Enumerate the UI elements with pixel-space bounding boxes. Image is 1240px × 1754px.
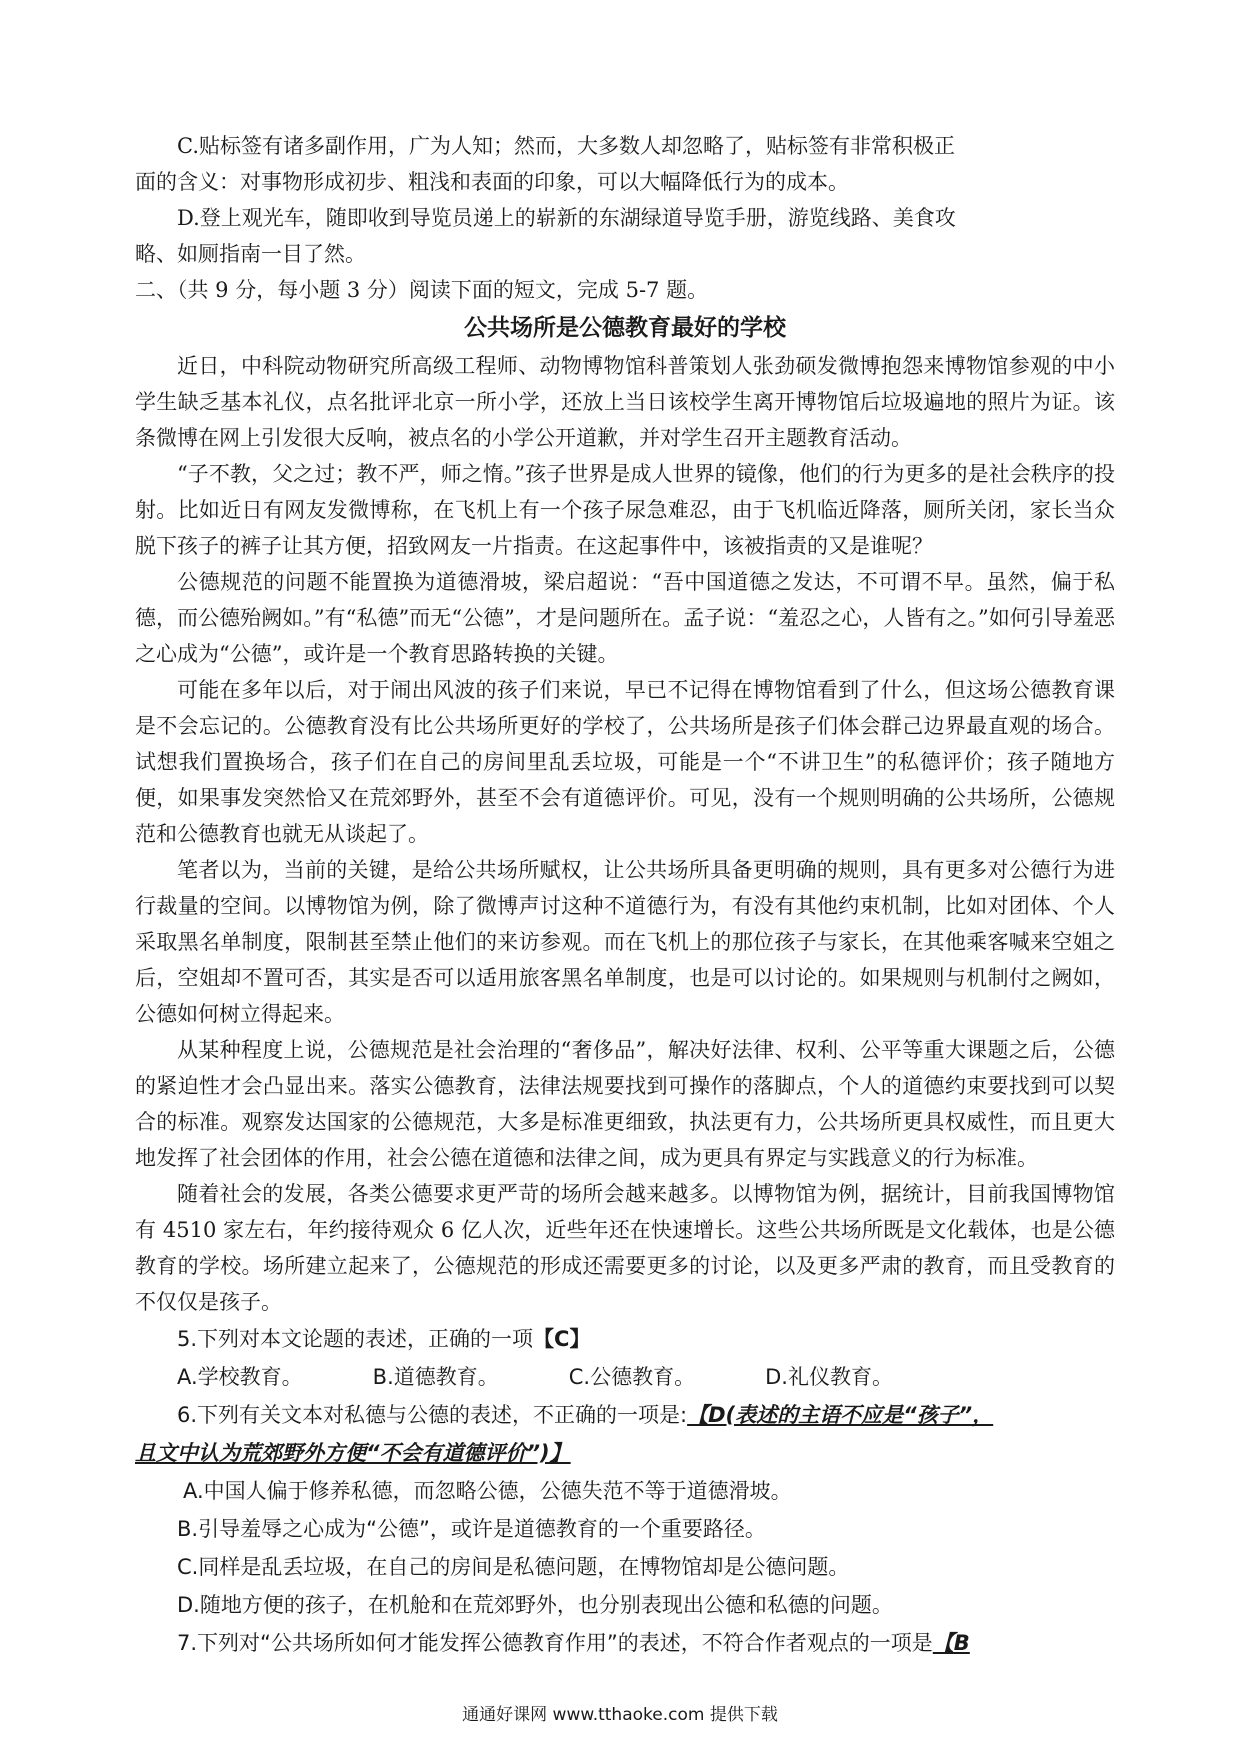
question-6-option-c: C.同样是乱丢垃圾，在自己的房间是私德问题，在博物馆却是公德问题。 xyxy=(177,1555,850,1579)
question-6-answer-line-1: 【D(表述的主语不应是“孩子”， xyxy=(687,1403,994,1427)
article-paragraph-4: 可能在多年以后，对于闹出风波的孩子们来说，早已不记得在博物馆看到了什么，但这场公德教育课是不会忘记的。公德教育没有比公共场所更好的学校了，公共场所是孩子们体会群己边界最直观的场合。试想我们置换场合，孩子们在自己的房间里乱丢垃圾，可能是一个“不讲卫生”的私德评价；孩子随地方便，如果事发突然恰又在荒郊野外，甚至不会有道德评价。可见，没有一个规则明确的公共场所，公德规范和公德教育也就无从谈起了。 xyxy=(135,678,1115,846)
article-paragraph-6: 从某种程度上说，公德规范是社会治理的“奢侈品”，解决好法律、权利、公平等重大课题之后，公德的紧迫性才会凸显出来。落实公德教育，法律法规要找到可操作的落脚点，个人的道德约束要找到可以契合的标准。观察发达国家的公德规范，大多是标准更细致，执法更有力，公共场所更具权威性，而且更大地发挥了社会团体的作用，社会公德在道德和法律之间，成为更具有界定与实践意义的行为标准。 xyxy=(135,1038,1115,1170)
section-two-heading: 二、（共 9 分，每小题 3 分）阅读下面的短文，完成 5-7 题。 xyxy=(135,278,709,302)
article-title: 公共场所是公德教育最好的学校 xyxy=(464,315,786,341)
option-c-line-2: 面的含义：对事物形成初步、粗浅和表面的印象，可以大幅降低行为的成本。 xyxy=(135,170,849,194)
question-6-option-a: A.中国人偏于修养私德，而忽略公德，公德失范不等于道德滑坡。 xyxy=(183,1479,792,1503)
question-6-stem: 6.下列有关文本对私德与公德的表述，不正确的一项是: xyxy=(177,1403,688,1427)
option-c-line-1: C.贴标签有诸多副作用，广为人知；然而，大多数人却忽略了，贴标签有非常积极正 xyxy=(177,134,955,158)
question-5-option-a: A.学校教育。 xyxy=(177,1365,303,1389)
question-7-answer: 【B xyxy=(932,1631,970,1655)
question-6-option-b: B.引导羞辱之心成为“公德”，或许是道德教育的一个重要路径。 xyxy=(177,1517,766,1541)
option-d-line-2: 略、如厕指南一目了然。 xyxy=(135,242,366,266)
question-7-stem: 7.下列对“公共场所如何才能发挥公德教育作用”的表述，不符合作者观点的一项是 xyxy=(177,1631,933,1655)
question-6 xyxy=(135,1396,1115,1434)
question-5-option-d: D.礼仪教育。 xyxy=(765,1365,893,1389)
article-paragraph-2: “子不教，父之过；教不严，师之惰。”孩子世界是成人世界的镜像，他们的行为更多的是社会秩序的投射。比如近日有网友发微博称，在飞机上有一个孩子尿急难忍，由于飞机临近降落，厕所关闭，家长当众脱下孩子的裤子让其方便，招致网友一片指责。在这起事件中，该被指责的又是谁呢？ xyxy=(135,462,1115,558)
question-6-option-d: D.随地方便的孩子，在机舱和在荒郊野外，也分别表现出公德和私德的问题。 xyxy=(177,1593,893,1617)
question-5-option-b: B.道德教育。 xyxy=(372,1365,499,1389)
page-content xyxy=(135,128,1115,1662)
question-5 xyxy=(135,1320,1115,1358)
page-footer: 通通好课网 www.tthaoke.com 提供下载 xyxy=(462,1705,778,1725)
option-d-line-1: D.登上观光车，随即收到导览员递上的崭新的东湖绿道导览手册，游览线路、美食攻 xyxy=(177,206,956,230)
article-paragraph-3: 公德规范的问题不能置换为道德滑坡，梁启超说：“吾中国道德之发达，不可谓不早。虽然，偏于私德，而公德殆阙如。”有“私德”而无“公德”，才是问题所在。孟子说：“羞忍之心，人皆有之。”如何引导羞恶之心成为“公德”，或许是一个教育思路转换的关键。 xyxy=(135,570,1115,666)
question-5-answer: 【C】 xyxy=(533,1327,591,1351)
article-paragraph-5: 笔者以为，当前的关键，是给公共场所赋权，让公共场所具备更明确的规则，具有更多对公德行为进行裁量的空间。以博物馆为例，除了微博声讨这种不道德行为，有没有其他约束机制，比如对团体、个人采取黑名单制度，限制甚至禁止他们的来访参观。而在飞机上的那位孩子与家长，在其他乘客喊来空姐之后，空姐却不置可否，其实是否可以适用旅客黑名单制度，也是可以讨论的。如果规则与机制付之阙如，公德如何树立得起来。 xyxy=(135,858,1115,1026)
article-paragraph-7: 随着社会的发展，各类公德要求更严苛的场所会越来越多。以博物馆为例，据统计，目前我国博物馆有 4510 家左右，年约接待观众 6 亿人次，近些年还在快速增长。这些公共场所既是文化载体，也是公德教育的学校。场所建立起来了，公德规范的形成还需要更多的讨论，以及更多严肃的教育，而且受教育的不仅仅是孩子。 xyxy=(135,1182,1115,1314)
question-6-answer-continued xyxy=(135,1434,1115,1472)
article-paragraph-1: 近日，中科院动物研究所高级工程师、动物博物馆科普策划人张劲硕发微博抱怨来博物馆参观的中小学生缺乏基本礼仪，点名批评北京一所小学，还放上当日该校学生离开博物馆后垃圾遍地的照片为证。该条微博在网上引发很大反响，被点名的小学公开道歉，并对学生召开主题教育活动。 xyxy=(135,354,1115,450)
question-6-answer-line-2: 且文中认为荒郊野外方便“不会有道德评价”)】 xyxy=(135,1441,571,1465)
question-5-stem: 5.下列对本文论题的表述，正确的一项 xyxy=(177,1327,534,1351)
question-7 xyxy=(135,1624,1115,1662)
question-5-option-c: C.公德教育。 xyxy=(568,1365,696,1389)
question-5-options xyxy=(135,1358,1115,1396)
